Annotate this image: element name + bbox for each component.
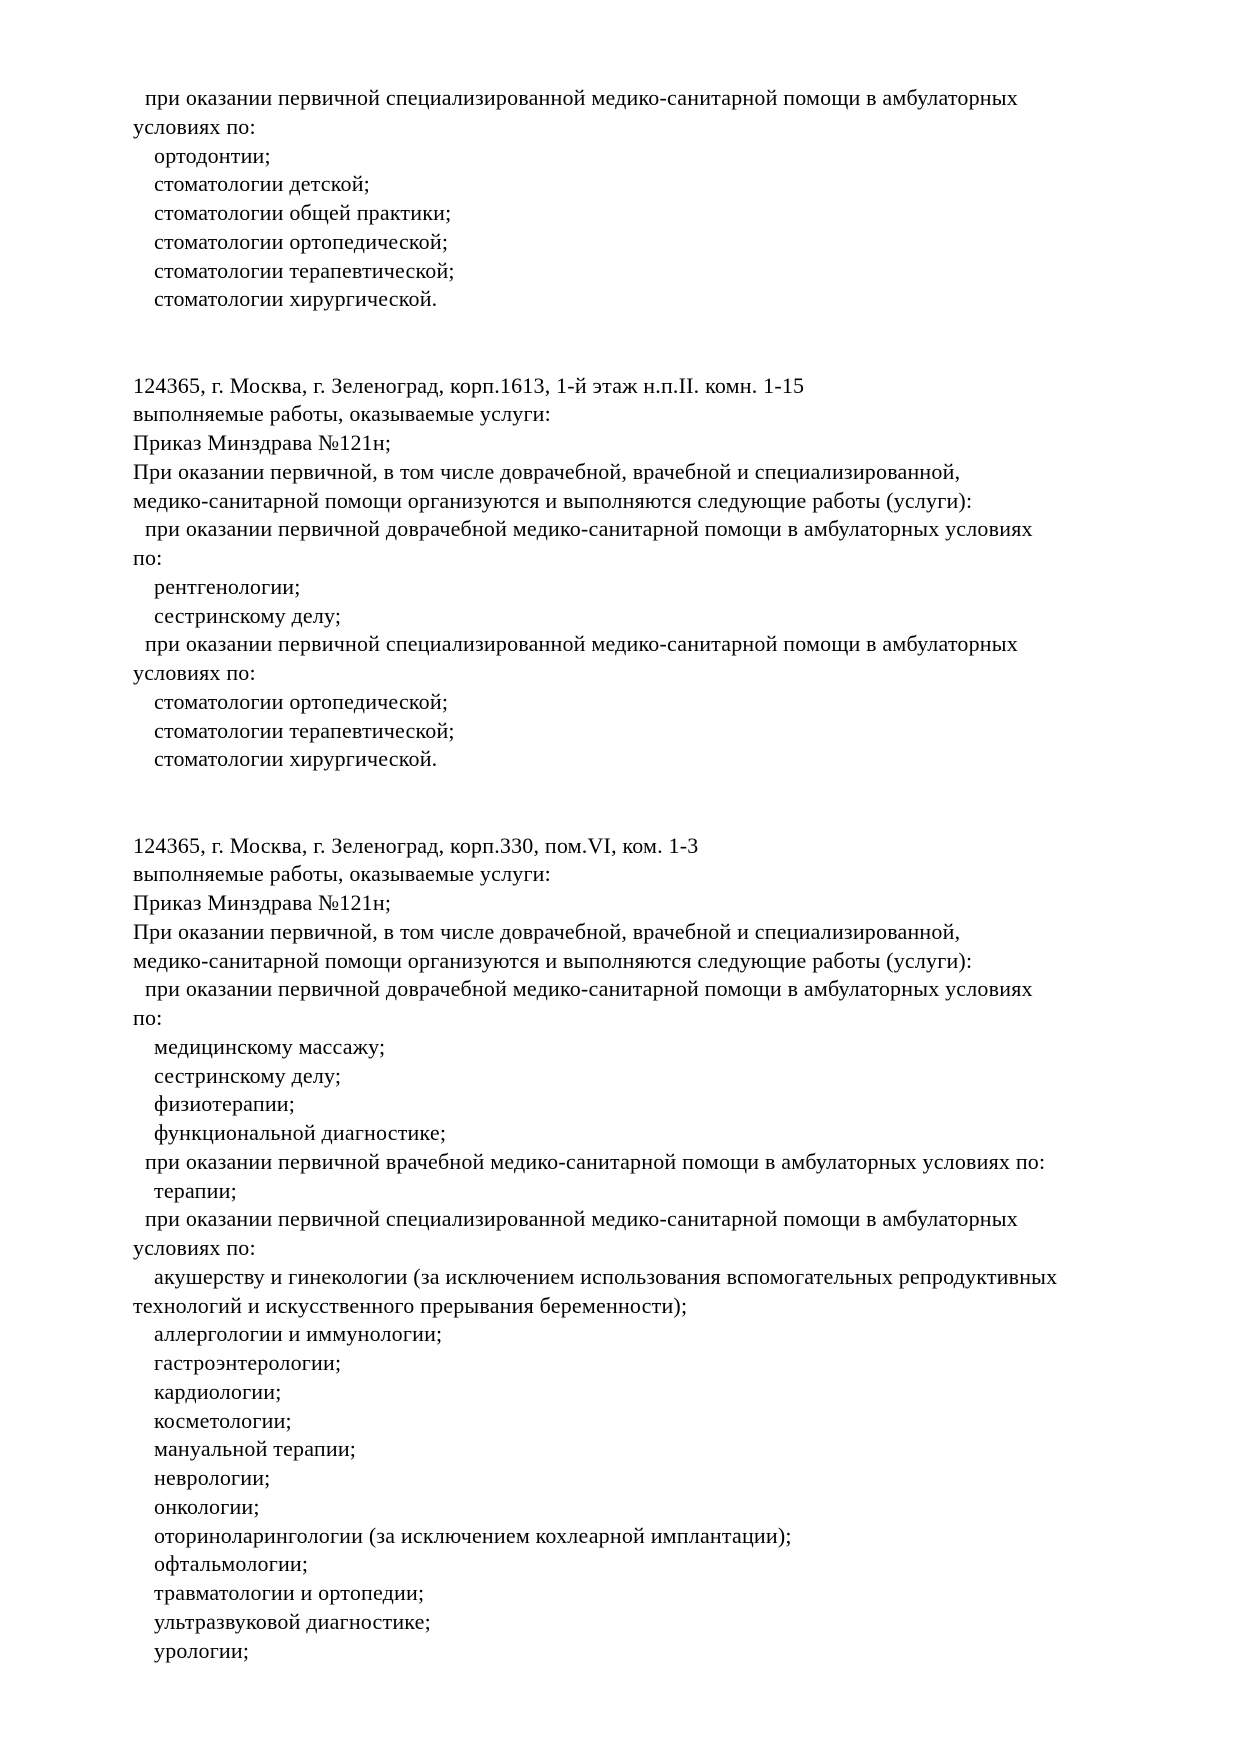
document-line: сестринскому делу;: [154, 1062, 342, 1088]
document-line: условиях по:: [133, 660, 256, 685]
document-line: неврологии;: [154, 1465, 271, 1490]
document-line: кардиологии;: [154, 1378, 282, 1404]
document-line: косметологии;: [154, 1407, 292, 1433]
document-line: ультразвуковой диагностике;: [154, 1608, 431, 1634]
document-line: стоматологии детской;: [154, 171, 370, 197]
document-line: физиотерапии;: [154, 1091, 296, 1117]
document-line: стоматологии ортопедической;: [154, 688, 449, 714]
document-line: урологии;: [154, 1637, 250, 1663]
document-line: Приказ Минздрава №121н;: [133, 430, 392, 455]
document-line: 124365, г. Москва, г. Зеленоград, корп.1613, 1-й этаж н.п.II. комн. 1-15: [133, 372, 805, 398]
document-line: терапии;: [154, 1177, 237, 1203]
document-line: при оказании первичной врачебной медико-санитарной помощи в амбулаторных условиях по:: [145, 1148, 1046, 1174]
document-line: при оказании первичной специализированной медико-санитарной помощи в амбулаторных: [145, 631, 1018, 657]
document-line: по:: [133, 1005, 163, 1030]
document-line: при оказании первичной доврачебной медико-санитарной помощи в амбулаторных условиях: [145, 516, 1033, 542]
document-line: оториноларингологии (за исключением кохлеарной имплантации);: [154, 1522, 792, 1548]
document-line: медико-санитарной помощи организуются и выполняются следующие работы (услуги):: [133, 947, 973, 973]
document-line: офтальмологии;: [154, 1551, 309, 1577]
document-line: при оказании первичной доврачебной медико-санитарной помощи в амбулаторных условиях: [145, 976, 1033, 1002]
document-line: стоматологии хирургической.: [154, 286, 438, 312]
document-line: условиях по:: [133, 113, 256, 139]
document-line: онкологии;: [154, 1493, 260, 1519]
document-line: рентгенологии;: [154, 573, 301, 599]
document-line: при оказании первичной специализированной медико-санитарной помощи в амбулаторных: [145, 1206, 1018, 1232]
document-line: ортодонтии;: [154, 142, 271, 168]
document-line: стоматологии терапевтической;: [154, 717, 455, 743]
blank-line: [133, 774, 1200, 803]
document-line: технологий и искусственного прерывания беременности);: [133, 1292, 688, 1318]
document-line: При оказании первичной, в том числе доврачебной, врачебной и специализированной,: [133, 458, 961, 484]
blank-line: [133, 343, 1200, 372]
document-line: функциональной диагностике;: [154, 1120, 447, 1145]
document-line: При оказании первичной, в том числе доврачебной, врачебной и специализированной,: [133, 918, 961, 944]
document-line: выполняемые работы, оказываемые услуги:: [133, 401, 551, 427]
document-line: медико-санитарной помощи организуются и выполняются следующие работы (услуги):: [133, 487, 973, 513]
document-line: акушерству и гинекологии (за исключением использования вспомогательных репродуктивных: [154, 1263, 1058, 1289]
blank-line: [133, 803, 1200, 832]
document-line: медицинскому массажу;: [154, 1033, 386, 1059]
document-line: гастроэнтерологии;: [154, 1350, 342, 1375]
document-body: [133, 84, 1200, 1665]
document-line: сестринскому делу;: [154, 602, 342, 628]
document-line: травматологии и ортопедии;: [154, 1580, 425, 1605]
document-line: условиях по:: [133, 1235, 256, 1260]
document-line: стоматологии хирургической.: [154, 746, 438, 772]
document-line: стоматологии общей практики;: [154, 200, 452, 225]
document-line: 124365, г. Москва, г. Зеленоград, корп.330, пом.VI, ком. 1-3: [133, 832, 699, 858]
document-line: мануальной терапии;: [154, 1436, 357, 1462]
document-line: стоматологии ортопедической;: [154, 228, 449, 254]
document-line: выполняемые работы, оказываемые услуги:: [133, 861, 551, 887]
document-line: аллергологии и иммунологии;: [154, 1321, 443, 1347]
document-line: по:: [133, 545, 163, 570]
blank-line: [133, 314, 1200, 343]
document-line: при оказании первичной специализированной медико-санитарной помощи в амбулаторных: [145, 85, 1018, 110]
document-line: стоматологии терапевтической;: [154, 257, 455, 283]
document-line: Приказ Минздрава №121н;: [133, 890, 392, 915]
